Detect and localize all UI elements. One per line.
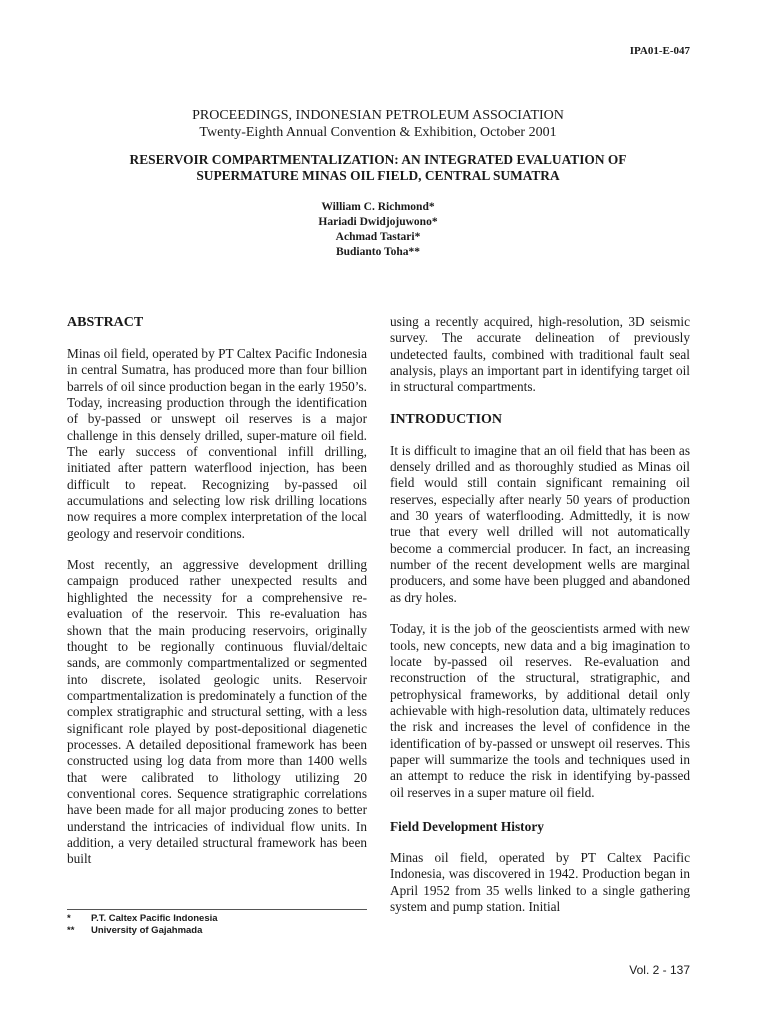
author-name: Hariadi Dwidjojuwono* <box>318 216 438 228</box>
footnote <box>67 925 218 937</box>
author-name: Achmad Tastari* <box>335 231 421 243</box>
footnote-divider <box>67 909 367 910</box>
abstract-heading: ABSTRACT <box>67 315 144 330</box>
introduction-paragraph: It is difficult to imagine that an oil field that has been as densely drilled and as thoroughly studied as Minas oil field would still contain significant remaining oil reserves, especially after nearly 50 years of production and 30 years of waterflooding. Admittedly, it is now true that every well drilled will not automatically become a commercial producer. In fact, an increasing number of the recent development wells are marginal producers, and some have been plugged and abandoned as dry holes. <box>390 442 690 605</box>
field-history-heading: Field Development History <box>390 818 544 834</box>
paper-header <box>68 107 688 260</box>
left-column <box>67 314 367 868</box>
footnotes <box>67 913 218 937</box>
footnote-mark: * <box>67 913 71 924</box>
author-name: Budianto Toha** <box>335 246 421 258</box>
footnote-text: University of Gajahmada <box>91 925 203 936</box>
field-history-paragraph: Minas oil field, operated by PT Caltex Pacific Indonesia, was discovered in 1942. Production began in April 1952 from 35 wells linked to a single gathering system and pump station. Initial <box>390 849 690 914</box>
footnote-mark: ** <box>67 925 75 936</box>
page-number: Vol. 2 - 137 <box>629 963 690 977</box>
abstract-paragraph: Minas oil field, operated by PT Caltex Pacific Indonesia in central Sumatra, has produced more than four billion barrels of oil since production began in the early 1950’s. Today, increasing production through the identification of by-passed or unswept oil reserves is a major challenge in this densely drilled, super-mature oil field. The early success of conventional infill drilling, initiated after pattern waterflood injection, has been difficult to repeat. Recognizing by-passed oil accumulations and selecting low risk drilling locations now requires a more complex interpretation of the local geology and reservoir conditions. <box>67 346 367 541</box>
paper-title <box>68 152 688 184</box>
introduction-paragraph: Today, it is the job of the geoscientists armed with new tools, new concepts, new data and a big imagination to locate by-passed oil reserves. Re-evaluation and reconstruction of the structural, stratigraphic, and petrophysical frameworks, by additional detail only achievable with high-resolution data, ultimately reduces the risk and increases the level of confidence in the identification of by-passed or unswept oil reserves. This paper will summarize the tools and techniques used in an attempt to reduce the risk in identifying by-passed oil reserves in a super mature oil field. <box>390 621 690 800</box>
paper-title-line-1: RESERVOIR COMPARTMENTALIZATION: AN INTEGRATED EVALUATION OF <box>129 152 627 167</box>
abstract-paragraph-continued: using a recently acquired, high-resolution, 3D seismic survey. The accurate delineation of previously undetected faults, combined with traditional fault seal analysis, plays an important part in identifying target oil in structural compartments. <box>390 314 690 395</box>
document-id: IPA01-E-047 <box>629 45 690 57</box>
abstract-paragraph: Most recently, an aggressive development drilling campaign produced rather unexpected results and highlighted the necessity for a comprehensive re-evaluation of the reservoir. This re-evaluation has shown that the main producing reservoirs, originally thought to be regionally continuous fluvial/deltaic sands, are commonly compartmentalized or segmented into discrete, isolated geologic units. Reservoir compartmentalization is predominately a function of the complex stratigraphic and structural setting, with a less significant role played by post-depositional diagenetic processes. A detailed depositional framework has been constructed using log data from more than 1400 wells that were calibrated to lithology utilizing 20 conventional cores. Sequence stratigraphic correlations have been made for all major producing zones to better understand the intricacies of individual flow units. In addition, a very detailed structural framework has been built <box>67 557 367 867</box>
footnote <box>67 913 218 925</box>
proceedings-title: PROCEEDINGS, INDONESIAN PETROLEUM ASSOCIATION <box>192 108 564 123</box>
introduction-heading: INTRODUCTION <box>390 411 503 427</box>
footnote-text: P.T. Caltex Pacific Indonesia <box>91 913 218 924</box>
author-list <box>68 200 688 260</box>
right-column <box>390 314 690 915</box>
author-name: William C. Richmond* <box>321 201 435 213</box>
paper-title-line-2: SUPERMATURE MINAS OIL FIELD, CENTRAL SUMATRA <box>196 168 560 183</box>
convention-line: Twenty-Eighth Annual Convention & Exhibition, October 2001 <box>199 125 557 140</box>
